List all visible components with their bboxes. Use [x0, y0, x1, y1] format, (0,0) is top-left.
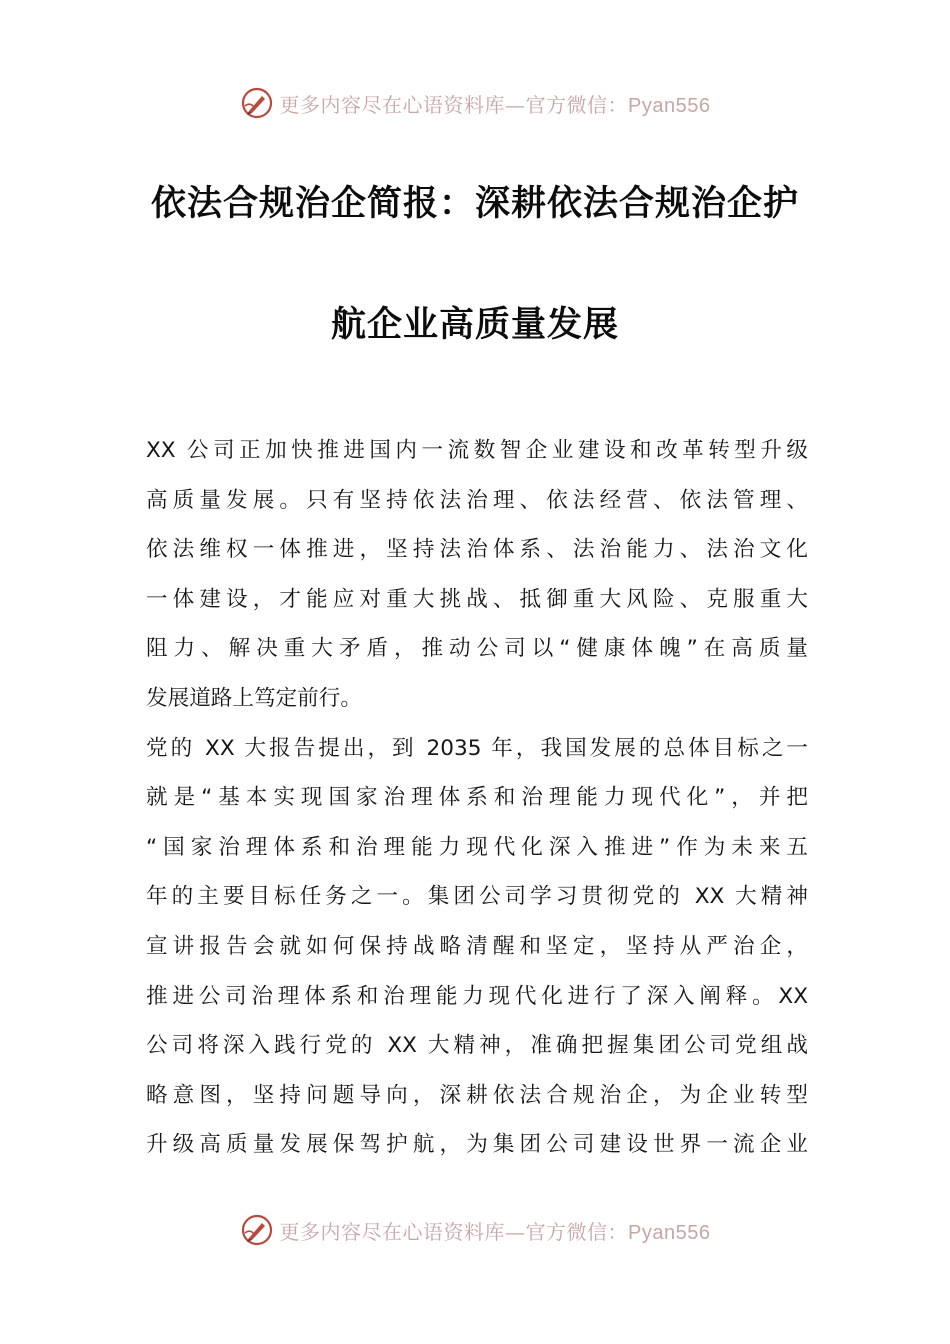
body-line: 一体建设，才能应对重大挑战、抵御重大风险、克服重大 — [146, 586, 808, 612]
watermark-site-name: 更多内容尽在心语资料库 — [279, 1219, 506, 1244]
body-line: 阻力、解决重大矛盾，推动公司以“健康体魄”在高质量 — [146, 636, 808, 662]
body-line: “国家治理体系和治理能力现代化深入推进”作为未来五 — [146, 834, 808, 860]
watermark-separator: — — [505, 92, 526, 117]
body-line: XX 公司正加快推进国内一流数智企业建设和改革转型升级 — [146, 438, 808, 463]
watermark-wechat-id: Pyan556 — [628, 94, 711, 117]
pen-logo-icon — [240, 1213, 274, 1247]
body-line: 年的主要目标任务之一。集团公司学习贯彻党的 XX 大精神 — [146, 884, 808, 910]
body-line: 升级高质量发展保驾护航，为集团公司建设世界一流企业 — [146, 1132, 808, 1158]
body-line: 推进公司治理体系和治理能力现代化进行了深入阐释。XX — [146, 983, 808, 1009]
watermark-wechat-label: 官方微信： — [525, 92, 629, 117]
pen-logo-icon — [240, 86, 274, 120]
body-line: 公司将深入践行党的 XX 大精神，准确把握集团公司党组战 — [146, 1033, 808, 1059]
footer-watermark — [0, 1208, 950, 1252]
body-line: 发展道路上笃定前行。 — [146, 685, 362, 711]
body-line: 党的 XX 大报告提出，到 2035 年，我国发展的总体目标之一 — [146, 735, 808, 761]
watermark-site-name: 更多内容尽在心语资料库 — [279, 92, 506, 117]
header-watermark — [0, 81, 950, 125]
body-line: 宣讲报告会就如何保持战略清醒和坚定，坚持从严治企， — [146, 933, 808, 959]
document-title-line-1: 依法合规治企简报：深耕依法合规治企护 — [150, 184, 799, 224]
body-line: 高质量发展。只有坚持依法治理、依法经营、依法管理、 — [146, 487, 808, 513]
watermark-wechat-label: 官方微信： — [525, 1219, 629, 1244]
document-body — [146, 426, 808, 1170]
watermark-separator: — — [505, 1219, 526, 1244]
body-line: 就是“基本实现国家治理体系和治理能力现代化”，并把 — [146, 785, 808, 811]
watermark-wechat-id: Pyan556 — [628, 1221, 711, 1244]
body-line: 略意图，坚持问题导向，深耕依法合规治企，为企业转型 — [146, 1082, 808, 1108]
body-line: 依法维权一体推进，坚持法治体系、法治能力、法治文化 — [146, 537, 808, 563]
document-title-line-2: 航企业高质量发展 — [330, 305, 619, 345]
watermark-text — [280, 89, 711, 118]
watermark-text — [280, 1216, 711, 1245]
